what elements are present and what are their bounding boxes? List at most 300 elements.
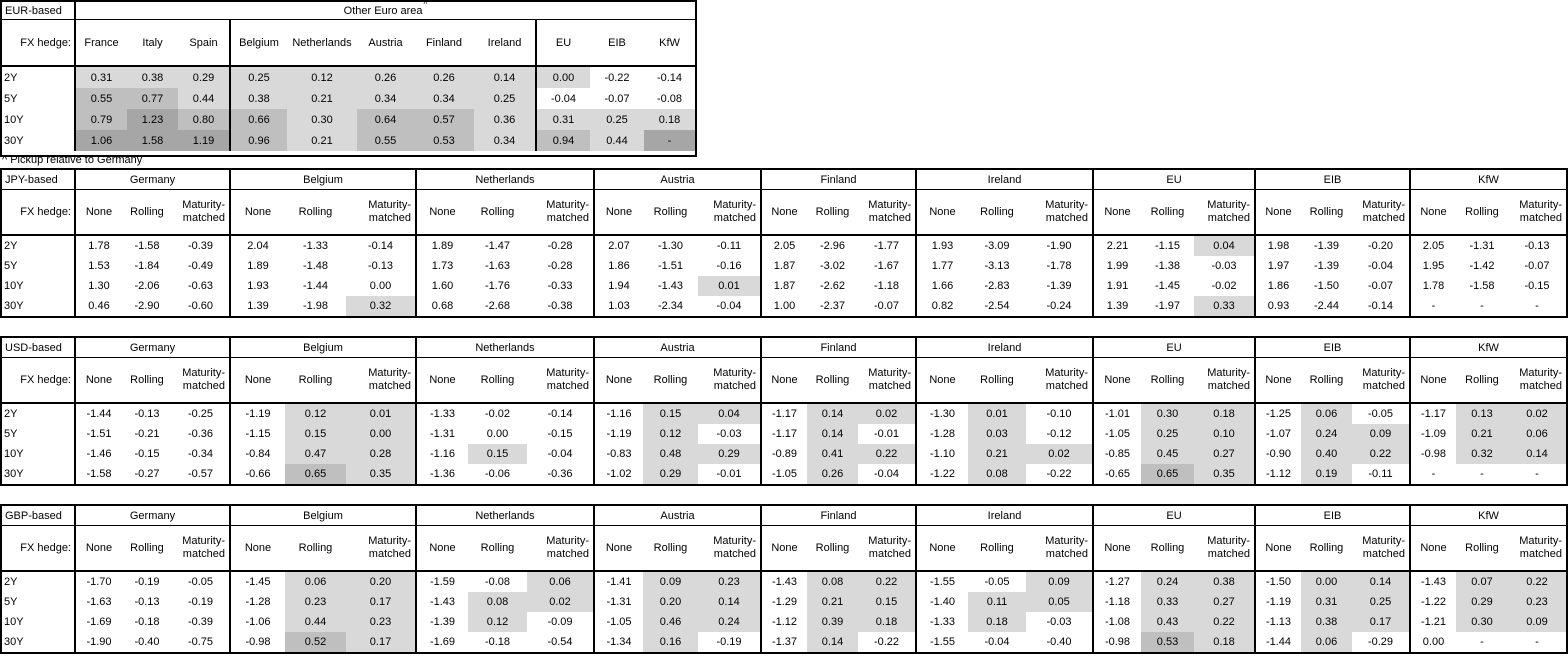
value-cell: -0.54: [547, 636, 573, 648]
value-cell: 0.06: [285, 572, 346, 592]
value-cell: 1.99: [1092, 256, 1141, 276]
value-cell: -1.16: [415, 444, 468, 464]
value-cell: -0.04: [535, 88, 590, 109]
value-cell: 0.26: [357, 67, 414, 88]
value-cell: 0.52: [285, 632, 346, 652]
value-cell: 0.09: [1026, 572, 1092, 592]
value-cell: -1.55: [915, 572, 968, 592]
sub-column-header: Rolling: [1141, 190, 1194, 236]
value-cell: -0.21: [134, 428, 160, 440]
value-cell: -0.22: [604, 71, 630, 84]
value-cell: 1.30: [88, 280, 110, 292]
value-cell: -0.18: [484, 636, 511, 648]
value-cell: 0.06: [527, 572, 593, 592]
value-cell: -1.08: [1092, 612, 1141, 632]
value-cell: -1.39: [415, 612, 468, 632]
value-cell: 1.87: [760, 256, 807, 276]
value-cell: 0.31: [76, 67, 127, 88]
sub-column-header: None: [415, 526, 468, 572]
sub-column-header: Rolling: [122, 526, 172, 572]
value-cell: 0.16: [643, 632, 698, 652]
value-cell: 1.23: [127, 109, 178, 130]
value-cell: 0.44: [285, 612, 346, 632]
sub-column-header: Rolling: [1456, 358, 1508, 404]
sub-column-header: None: [1254, 190, 1301, 236]
value-cell: 0.08: [807, 572, 858, 592]
value-cell: 0.18: [644, 109, 695, 130]
sub-column-header: Rolling: [807, 358, 858, 404]
value-cell: -0.66: [229, 464, 285, 484]
column-header: Netherlands: [287, 20, 357, 67]
value-cell: 0.00: [535, 67, 590, 88]
sub-column-header: None: [915, 190, 968, 236]
sub-column-header: Maturity-matched: [527, 526, 593, 572]
sub-column-header: Rolling: [122, 358, 172, 404]
value-cell: -0.14: [1367, 300, 1394, 312]
sub-column-header: Maturity-matched: [346, 190, 415, 236]
sub-column-header: Maturity-matched: [1352, 190, 1409, 236]
value-cell: 1.86: [1254, 276, 1301, 296]
value-cell: 0.47: [285, 444, 346, 464]
value-cell: -2.37: [819, 300, 846, 312]
value-cell: 0.03: [968, 424, 1026, 444]
value-cell: -0.40: [134, 636, 160, 648]
value-cell: -1.33: [415, 404, 468, 424]
value-cell: -1.84: [134, 260, 160, 272]
value-cell: -2.83: [984, 280, 1010, 292]
value-cell: -0.98: [1092, 632, 1141, 652]
value-cell: 0.34: [414, 88, 474, 109]
value-cell: 1.03: [593, 296, 643, 316]
value-cell: 0.21: [287, 88, 357, 109]
value-cell: -2.62: [819, 280, 846, 292]
sub-column-header: None: [593, 190, 643, 236]
value-cell: 1.39: [1092, 296, 1141, 316]
value-cell: -0.01: [716, 468, 742, 480]
value-cell: 0.10: [1194, 424, 1254, 444]
value-cell: 0.24: [1141, 572, 1194, 592]
value-cell: 0.12: [287, 67, 357, 88]
row-label: 10Y: [2, 109, 76, 130]
value-cell: -0.75: [187, 636, 214, 648]
value-cell: 0.53: [414, 130, 474, 151]
fx-hedge-label: FX hedge:: [2, 358, 76, 404]
sub-column-header: None: [229, 358, 285, 404]
sub-column-header: Maturity-matched: [698, 358, 760, 404]
group-header: Ireland: [915, 170, 1092, 190]
value-cell: 1.78: [1409, 276, 1456, 296]
sub-column-header: Rolling: [643, 358, 698, 404]
value-cell: -1.51: [657, 260, 684, 272]
value-cell: -1.69: [86, 616, 112, 628]
value-cell: 0.55: [76, 88, 127, 109]
value-cell: -0.14: [367, 240, 394, 252]
value-cell: -1.63: [484, 260, 511, 272]
sub-column-header: Maturity-matched: [172, 190, 229, 236]
value-cell: -0.07: [604, 92, 630, 105]
value-cell: -0.19: [187, 596, 214, 608]
value-cell: 0.30: [1141, 404, 1194, 424]
sub-column-header: None: [1254, 358, 1301, 404]
value-cell: 0.01: [698, 276, 760, 296]
group-header: Austria: [593, 506, 760, 526]
value-cell: -2.54: [984, 300, 1010, 312]
value-cell: 0.36: [474, 109, 535, 130]
sub-column-header: None: [229, 190, 285, 236]
value-cell: 0.14: [698, 592, 760, 612]
group-header: Ireland: [915, 506, 1092, 526]
value-cell: 0.48: [643, 444, 698, 464]
value-cell: -0.63: [187, 280, 214, 292]
value-cell: 0.22: [858, 572, 915, 592]
value-cell: 0.17: [346, 632, 415, 652]
sub-column-header: Maturity-matched: [858, 526, 915, 572]
value-cell: -1.39: [1313, 240, 1340, 252]
group-header: Netherlands: [415, 170, 593, 190]
row-label: 10Y: [2, 444, 76, 464]
value-cell: 0.25: [474, 88, 535, 109]
value-cell: -1.44: [86, 408, 112, 420]
column-header: Finland: [414, 20, 474, 67]
sub-column-header: Rolling: [968, 358, 1026, 404]
value-cell: 0.80: [178, 109, 229, 130]
value-cell: -0.28: [547, 260, 573, 272]
value-cell: -0.38: [547, 300, 573, 312]
value-cell: -: [1409, 464, 1456, 484]
sub-column-header: None: [1409, 358, 1456, 404]
value-cell: -1.40: [915, 592, 968, 612]
value-cell: 2.07: [593, 236, 643, 256]
value-cell: -1.51: [86, 428, 112, 440]
value-cell: 0.57: [414, 109, 474, 130]
value-cell: -1.98: [302, 300, 329, 312]
sub-column-header: Maturity-matched: [346, 526, 415, 572]
value-cell: 0.15: [858, 592, 915, 612]
value-cell: -1.18: [873, 280, 900, 292]
value-cell: 0.25: [229, 67, 287, 88]
value-cell: -3.02: [819, 260, 846, 272]
value-cell: -1.44: [1254, 632, 1301, 652]
value-cell: -: [1480, 300, 1484, 312]
value-cell: -: [1535, 300, 1539, 312]
group-header: Austria: [593, 338, 760, 358]
value-cell: 0.14: [1352, 572, 1409, 592]
value-cell: -2.44: [1313, 300, 1340, 312]
value-cell: -1.58: [86, 468, 112, 480]
value-cell: -0.13: [1524, 240, 1550, 252]
sub-column-header: Rolling: [122, 190, 172, 236]
value-cell: 0.22: [1194, 612, 1254, 632]
value-cell: 0.06: [1301, 404, 1352, 424]
value-cell: 1.53: [88, 260, 110, 272]
value-cell: 0.06: [1301, 632, 1352, 652]
value-cell: -0.40: [1046, 636, 1072, 648]
sub-column-header: Rolling: [1301, 190, 1352, 236]
value-cell: -0.04: [716, 300, 742, 312]
sub-column-header: None: [593, 526, 643, 572]
value-cell: -0.57: [187, 468, 214, 480]
column-header: Italy: [127, 20, 178, 67]
value-cell: 0.29: [643, 464, 698, 484]
value-cell: 0.12: [643, 424, 698, 444]
value-cell: 0.02: [1026, 444, 1092, 464]
value-cell: 0.43: [1141, 612, 1194, 632]
value-cell: -1.63: [86, 596, 112, 608]
value-cell: -1.31: [1469, 240, 1495, 252]
value-cell: -1.43: [1409, 572, 1456, 592]
sub-column-header: None: [76, 526, 122, 572]
value-cell: -1.17: [1409, 404, 1456, 424]
value-cell: -1.28: [229, 592, 285, 612]
sub-column-header: Maturity-matched: [698, 526, 760, 572]
value-cell: -1.67: [873, 260, 900, 272]
value-cell: -1.05: [593, 612, 643, 632]
value-cell: 0.26: [414, 67, 474, 88]
value-cell: -0.83: [593, 444, 643, 464]
sub-column-header: None: [1409, 526, 1456, 572]
value-cell: -1.39: [1046, 280, 1072, 292]
value-cell: -0.89: [760, 444, 807, 464]
value-cell: -0.85: [1092, 444, 1141, 464]
value-cell: -0.05: [984, 576, 1010, 588]
value-cell: 0.96: [229, 130, 287, 151]
value-cell: -1.42: [1469, 260, 1495, 272]
value-cell: 0.00: [346, 424, 415, 444]
value-cell: 1.00: [760, 296, 807, 316]
sub-column-header: None: [760, 526, 807, 572]
value-cell: -0.39: [187, 616, 214, 628]
value-cell: 0.38: [1301, 612, 1352, 632]
group-header: KfW: [1409, 170, 1566, 190]
sub-column-header: Maturity-matched: [1508, 526, 1566, 572]
value-cell: -0.33: [547, 280, 573, 292]
value-cell: -1.18: [1092, 592, 1141, 612]
value-cell: -0.08: [656, 92, 683, 105]
row-label: 10Y: [2, 276, 76, 296]
group-header: EU: [1092, 170, 1254, 190]
value-cell: 0.79: [76, 109, 127, 130]
value-cell: 0.07: [1456, 572, 1508, 592]
row-label: 2Y: [2, 236, 76, 256]
value-cell: 0.21: [807, 592, 858, 612]
value-cell: 0.23: [346, 612, 415, 632]
value-cell: 0.02: [1508, 404, 1566, 424]
sub-column-header: Rolling: [968, 526, 1026, 572]
value-cell: -0.14: [656, 71, 683, 84]
sub-column-header: Rolling: [643, 190, 698, 236]
value-cell: -0.22: [1046, 468, 1072, 480]
value-cell: -0.04: [1367, 260, 1394, 272]
sub-column-header: None: [415, 358, 468, 404]
group-header: Netherlands: [415, 506, 593, 526]
value-cell: 0.38: [229, 88, 287, 109]
value-cell: -1.45: [1154, 280, 1181, 292]
sub-column-header: Maturity-matched: [1352, 526, 1409, 572]
value-cell: 0.09: [1352, 424, 1409, 444]
value-cell: -1.69: [415, 632, 468, 652]
value-cell: 0.44: [590, 130, 644, 151]
sub-column-header: Rolling: [807, 190, 858, 236]
group-header: EU: [1092, 338, 1254, 358]
group-header: Germany: [76, 170, 229, 190]
value-cell: -0.07: [1367, 280, 1394, 292]
value-cell: -0.15: [1524, 280, 1550, 292]
value-cell: -1.01: [1092, 404, 1141, 424]
sub-column-header: None: [76, 358, 122, 404]
value-cell: 0.31: [535, 109, 590, 130]
value-cell: -1.29: [760, 592, 807, 612]
value-cell: -: [1480, 468, 1484, 480]
column-header: Spain: [178, 20, 229, 67]
value-cell: 0.13: [1456, 404, 1508, 424]
value-cell: -1.37: [760, 632, 807, 652]
column-header: Ireland: [474, 20, 535, 67]
value-cell: -1.90: [1046, 240, 1072, 252]
value-cell: 0.22: [858, 444, 915, 464]
value-cell: -1.31: [415, 424, 468, 444]
group-header: Belgium: [229, 338, 415, 358]
value-cell: -1.59: [415, 572, 468, 592]
value-cell: 0.44: [178, 88, 229, 109]
group-header: EIB: [1254, 506, 1409, 526]
sub-column-header: Maturity-matched: [1508, 358, 1566, 404]
row-label: 30Y: [2, 464, 76, 484]
value-cell: -: [1409, 296, 1456, 316]
sub-column-header: None: [1092, 190, 1141, 236]
fx-hedge-label: FX hedge:: [2, 20, 76, 67]
value-cell: 0.18: [1194, 404, 1254, 424]
value-cell: 1.95: [1409, 256, 1456, 276]
value-cell: -1.12: [760, 612, 807, 632]
value-cell: -2.34: [657, 300, 684, 312]
sub-column-header: Maturity-matched: [346, 358, 415, 404]
value-cell: 0.15: [468, 444, 527, 464]
value-cell: -0.22: [873, 636, 900, 648]
value-cell: 0.06: [1508, 424, 1566, 444]
value-cell: -0.24: [1046, 300, 1072, 312]
value-cell: 0.27: [1194, 444, 1254, 464]
gbp-based-table: [0, 504, 1568, 654]
value-cell: 0.34: [357, 88, 414, 109]
sub-column-header: None: [760, 190, 807, 236]
jpy-based-table: [0, 168, 1568, 318]
value-cell: -1.15: [229, 424, 285, 444]
group-header: Ireland: [915, 338, 1092, 358]
value-cell: -1.16: [593, 404, 643, 424]
value-cell: 1.89: [229, 256, 285, 276]
value-cell: -1.06: [229, 612, 285, 632]
value-cell: 0.30: [287, 109, 357, 130]
value-cell: 0.09: [1508, 612, 1566, 632]
value-cell: -0.65: [1092, 464, 1141, 484]
value-cell: -0.16: [716, 260, 742, 272]
value-cell: 1.97: [1254, 256, 1301, 276]
value-cell: 0.14: [474, 67, 535, 88]
value-cell: -1.55: [915, 632, 968, 652]
value-cell: -1.15: [1154, 240, 1181, 252]
sub-column-header: Maturity-matched: [1194, 190, 1254, 236]
value-cell: -1.31: [593, 592, 643, 612]
value-cell: 0.35: [1194, 464, 1254, 484]
value-cell: 0.33: [1194, 296, 1254, 316]
value-cell: 1.93: [915, 236, 968, 256]
value-cell: -1.30: [657, 240, 684, 252]
value-cell: -2.90: [134, 300, 160, 312]
value-cell: -1.22: [1409, 592, 1456, 612]
group-header: Finland: [760, 338, 915, 358]
value-cell: 0.65: [285, 464, 346, 484]
value-cell: -0.10: [1046, 408, 1072, 420]
value-cell: 0.22: [1508, 572, 1566, 592]
sub-column-header: Rolling: [285, 190, 346, 236]
value-cell: -0.49: [187, 260, 214, 272]
value-cell: 0.08: [968, 464, 1026, 484]
value-cell: 0.15: [285, 424, 346, 444]
value-cell: -1.19: [1254, 592, 1301, 612]
value-cell: -1.50: [1313, 280, 1340, 292]
value-cell: 0.24: [1301, 424, 1352, 444]
value-cell: 0.23: [698, 572, 760, 592]
value-cell: 0.19: [1301, 464, 1352, 484]
span-header-text: Other Euro area: [343, 4, 423, 17]
value-cell: -1.13: [1254, 612, 1301, 632]
value-cell: -0.07: [1524, 260, 1550, 272]
value-cell: 0.38: [127, 67, 178, 88]
value-cell: 0.21: [968, 444, 1026, 464]
value-cell: 0.08: [468, 592, 527, 612]
value-cell: -1.17: [760, 424, 807, 444]
value-cell: 1.06: [76, 130, 127, 151]
value-cell: 0.04: [698, 404, 760, 424]
value-cell: 0.82: [915, 296, 968, 316]
value-cell: -1.07: [1254, 424, 1301, 444]
value-cell: 0.00: [486, 428, 509, 440]
value-cell: 0.64: [357, 109, 414, 130]
row-label: 30Y: [2, 130, 76, 151]
value-cell: 0.35: [346, 464, 415, 484]
value-cell: 0.23: [285, 592, 346, 612]
sub-column-header: None: [1254, 526, 1301, 572]
sub-column-header: Maturity-matched: [858, 358, 915, 404]
value-cell: -0.19: [134, 576, 160, 588]
value-cell: 1.91: [1092, 276, 1141, 296]
value-cell: -0.34: [187, 448, 214, 460]
value-cell: 0.14: [1508, 444, 1566, 464]
row-label: 30Y: [2, 296, 76, 316]
value-cell: -0.11: [1368, 468, 1393, 480]
value-cell: 0.65: [1141, 464, 1194, 484]
sub-column-header: Maturity-matched: [1026, 526, 1092, 572]
value-cell: 0.01: [968, 404, 1026, 424]
usd-based-table: [0, 336, 1568, 486]
sub-column-header: None: [915, 358, 968, 404]
value-cell: -1.19: [593, 424, 643, 444]
value-cell: -0.04: [984, 636, 1010, 648]
group-header: Austria: [593, 170, 760, 190]
value-cell: -1.43: [415, 592, 468, 612]
value-cell: -: [1480, 636, 1484, 648]
value-cell: -0.15: [134, 448, 160, 460]
value-cell: 0.32: [1456, 444, 1508, 464]
value-cell: 2.05: [1409, 236, 1456, 256]
sub-column-header: None: [760, 358, 807, 404]
value-cell: -1.25: [1254, 404, 1301, 424]
value-cell: -: [1535, 468, 1539, 480]
value-cell: -: [1535, 636, 1539, 648]
sub-column-header: None: [76, 190, 122, 236]
value-cell: -0.13: [367, 260, 394, 272]
value-cell: -1.05: [760, 464, 807, 484]
